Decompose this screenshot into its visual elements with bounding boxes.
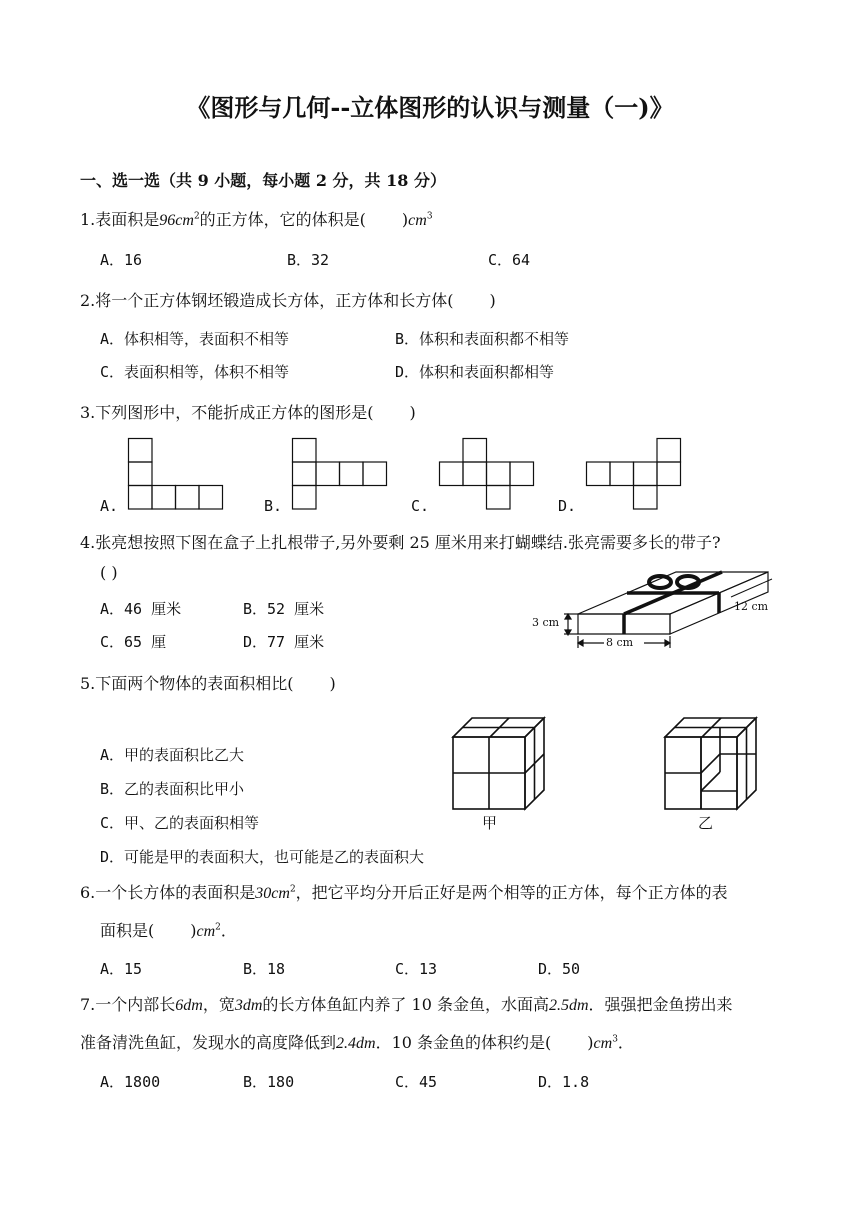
q6-mid: ，把它平均分开后正好是两个相等的正方体，每个正方体的表 [295, 883, 728, 902]
q3-option-d[interactable]: D. [558, 497, 577, 515]
q5-text: 5.下面两个物体的表面积相比( [80, 674, 294, 693]
q7-option-a[interactable]: A．1800 [100, 1073, 161, 1091]
q3-text: 3.下列图形中，不能折成正方体的图形是( [80, 403, 374, 422]
q6-exp2: 2 [215, 922, 221, 933]
question-3 [80, 400, 416, 423]
q5-end: ) [329, 674, 336, 693]
q7-l2a: 准备清洗鱼缸，发现水的高度降低到 [80, 1033, 337, 1052]
q7-p1: 7.一个内部长 [80, 995, 176, 1014]
q1-prefix: 1.表面积是 [80, 210, 160, 229]
q2-option-a[interactable]: A．体积相等，表面积不相等 [100, 330, 290, 348]
q7-dot: ． [617, 1033, 634, 1052]
q3-option-a[interactable]: A. [100, 497, 119, 515]
q7-option-d[interactable]: D．1.8 [538, 1073, 590, 1091]
q6-unit2: cm [196, 923, 216, 940]
q6-option-d[interactable]: D．50 [538, 960, 581, 978]
q6-dot: ． [220, 921, 237, 940]
q4-dim-width: 8 cm [606, 636, 634, 649]
q7-u3: dm [568, 997, 589, 1014]
q1-option-c[interactable]: C．64 [488, 251, 531, 269]
q7-u1: dm [183, 997, 203, 1014]
q6-unit: cm [271, 885, 290, 902]
q2-option-b[interactable]: B．体积和表面积都不相等 [395, 330, 570, 348]
page-title: 《图形与几何--立体图形的认识与测量（一)》 [186, 93, 674, 122]
q1-exp2: 3 [426, 211, 433, 222]
q2-text: 2.将一个正方体钢坯锻造成长方体，正方体和长方体( [80, 291, 454, 310]
q6-option-a[interactable]: A．15 [100, 960, 143, 978]
question-5 [80, 671, 336, 694]
q4-answer-paren: ( ) [100, 563, 118, 582]
q7-unit2: cm [593, 1035, 613, 1052]
q5-option-c[interactable]: C．甲、乙的表面积相等 [100, 814, 260, 832]
cube-jia-figure [452, 712, 552, 812]
q2-option-c[interactable]: C．表面积相等，体积不相等 [100, 363, 290, 381]
label-jia: 甲 [482, 814, 498, 832]
q1-mid: 的正方体，它的体积是( [199, 210, 366, 229]
q6-exp: 2 [289, 884, 296, 895]
q7-exp2: 3 [612, 1034, 618, 1045]
net-d-figure [586, 438, 686, 513]
q4-option-d[interactable]: D．77 厘米 [243, 633, 325, 651]
q1-exp: 2 [193, 211, 200, 222]
section-heading: 一、选一选（共 9 小题，每小题 2 分，共 18 分） [80, 171, 446, 190]
q7-v1: 6 [175, 997, 184, 1014]
q6-prefix: 6.一个长方体的表面积是 [80, 883, 256, 902]
q2-end: ) [489, 291, 496, 310]
question-6-line2 [100, 918, 237, 941]
cube-yi-figure [664, 712, 764, 812]
net-c-figure [439, 438, 539, 513]
q3-option-c[interactable]: C. [411, 497, 430, 515]
q7-v2: 3 [234, 997, 243, 1014]
q4-option-b[interactable]: B．52 厘米 [243, 600, 325, 618]
q1-unit2: cm [408, 212, 427, 229]
q6-line2a: 面积是( [100, 921, 155, 940]
question-2 [80, 288, 496, 311]
q5-option-a[interactable]: A．甲的表面积比乙大 [100, 746, 245, 764]
q7-p4: ．强强把金鱼捞出来 [588, 995, 733, 1014]
q1-unit: cm [175, 212, 194, 229]
q6-option-c[interactable]: C．13 [395, 960, 438, 978]
q4-option-a[interactable]: A．46 厘米 [100, 600, 182, 618]
q7-option-c[interactable]: C．45 [395, 1073, 438, 1091]
q7-p3: 的长方体鱼缸内养了 10 条金鱼，水面高 [262, 995, 549, 1014]
q3-option-b[interactable]: B. [264, 497, 283, 515]
q1-option-b[interactable]: B．32 [287, 251, 330, 269]
q5-option-d[interactable]: D．可能是甲的表面积大，也可能是乙的表面积大 [100, 848, 425, 866]
question-6 [80, 880, 728, 903]
question-7 [80, 992, 733, 1015]
q7-v4: 2.4 [336, 1035, 357, 1052]
q5-option-b[interactable]: B．乙的表面积比甲小 [100, 780, 245, 798]
q6-option-b[interactable]: B．18 [243, 960, 286, 978]
question-4: 4.张亮想按照下图在盒子上扎根带子,另外要剩 25 厘米用来打蝴蝶结.张亮需要多长的带子? [80, 533, 721, 552]
q7-u2: dm [242, 997, 263, 1014]
q6-line2b: ) [190, 921, 197, 940]
q1-end: ) [401, 210, 409, 229]
q7-v3: 2.5 [548, 997, 569, 1014]
label-yi: 乙 [698, 814, 714, 832]
q7-u4: dm [356, 1035, 376, 1052]
q4-dim-height: 3 cm [532, 616, 560, 629]
question-1 [80, 207, 433, 230]
q7-p2: ，宽 [202, 995, 235, 1014]
q1-option-a[interactable]: A．16 [100, 251, 143, 269]
q3-end: ) [409, 403, 416, 422]
q7-l2c: ) [587, 1033, 594, 1052]
q4-dim-length: 12 cm [734, 600, 769, 613]
question-7-line2 [80, 1030, 634, 1053]
q7-l2b: ．10 条金鱼的体积约是( [375, 1033, 552, 1052]
net-b-figure [292, 438, 392, 513]
q2-option-d[interactable]: D．体积和表面积都相等 [395, 363, 555, 381]
q1-value: 96 [159, 212, 176, 229]
q4-option-c[interactable]: C．65 厘 [100, 633, 167, 651]
net-a-figure [128, 438, 228, 513]
q6-value: 30 [255, 885, 272, 902]
q7-option-b[interactable]: B．180 [243, 1073, 295, 1091]
